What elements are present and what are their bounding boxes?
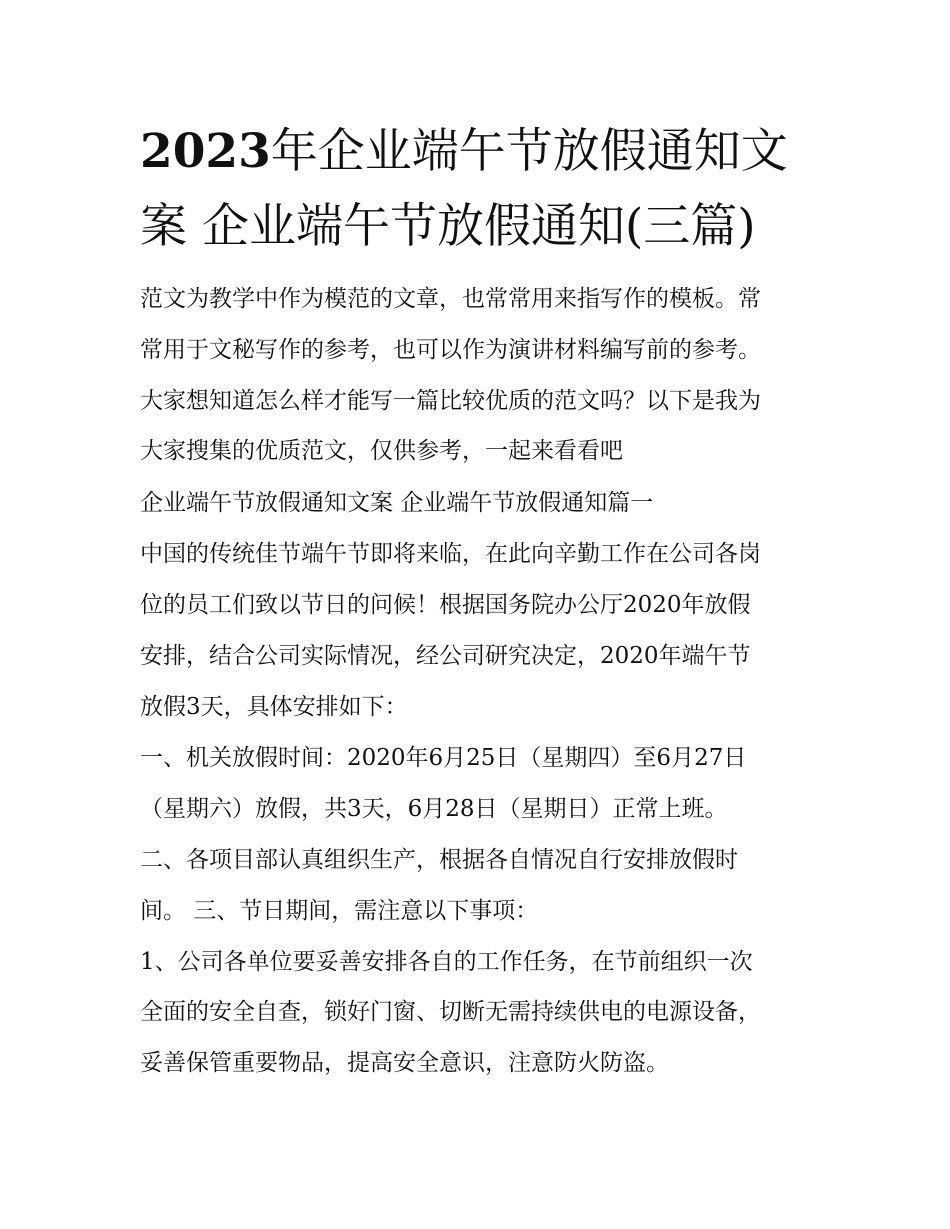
body-line-6: 中国的传统佳节端午节即将来临，在此向辛勤工作在公司各岗	[140, 541, 761, 567]
title-year: 2023	[140, 124, 271, 179]
body-line-10: 一、机关放假时间：2020年6月25日（星期四）至6月27日	[140, 745, 747, 771]
body-line-4: 大家搜集的优质范文，仅供参考，一起来看看吧	[140, 438, 623, 464]
document-title-line-2: 案 企业端午节放假通知(三篇)	[140, 199, 756, 254]
body-line-15: 全面的安全自查，锁好门窗、切断无需持续供电的电源设备，	[140, 999, 761, 1025]
body-line-1: 范文为教学中作为模范的文章，也常常用来指写作的模板。常	[140, 286, 761, 312]
body-line-11: （星期六）放假，共3天，6月28日（星期日）正常上班。	[140, 796, 728, 822]
body-line-2: 常用于文秘写作的参考，也可以作为演讲材料编写前的参考。	[140, 337, 761, 363]
title-line-1-text: 年企业端午节放假通知文	[270, 124, 788, 179]
body-line-8: 安排，结合公司实际情况，经公司研究决定，2020年端午节	[140, 643, 751, 669]
body-line-3: 大家想知道怎么样才能写一篇比较优质的范文吗？以下是我为	[140, 388, 761, 414]
body-line-9: 放假3天，具体安排如下：	[140, 694, 408, 720]
body-line-14: 1、公司各单位要妥善安排各自的工作任务，在节前组织一次	[140, 949, 753, 975]
body-line-12: 二、各项目部认真组织生产，根据各自情况自行安排放假时	[140, 847, 738, 873]
body-line-16: 妥善保管重要物品，提高安全意识，注意防火防盗。	[140, 1050, 669, 1076]
section-heading: 企业端午节放假通知文案 企业端午节放假通知篇一	[140, 490, 654, 516]
body-line-13: 间。 三、节日期间，需注意以下事项：	[140, 898, 539, 924]
body-line-7: 位的员工们致以节日的问候！根据国务院办公厅2020年放假	[140, 592, 751, 618]
document-title-line-1	[140, 124, 840, 179]
